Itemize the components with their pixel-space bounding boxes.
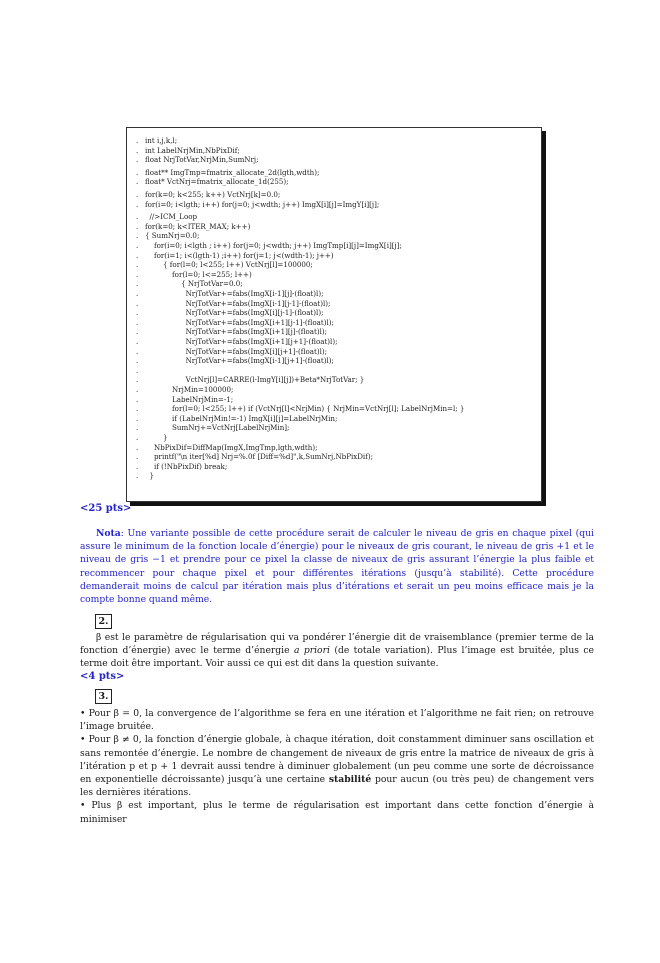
code-line-marker: . bbox=[136, 177, 139, 187]
code-line-text: } bbox=[145, 471, 155, 481]
code-line-text: NrjTotVar+=fabs(ImgX[i+1][j-1]-(float)l); bbox=[145, 317, 334, 327]
code-line-marker: . bbox=[136, 385, 139, 394]
code-line-marker: . bbox=[136, 212, 139, 222]
points-25: <25 pts> bbox=[80, 503, 132, 514]
nota-paragraph bbox=[80, 527, 594, 606]
code-line-marker: . bbox=[136, 279, 139, 289]
q2-text-b: (de totale variation). Plus l’image est bruitée, plus ce terme doit être important. Voir aussi ce qui est dit dans la question suivante. bbox=[80, 645, 594, 670]
code-line-text: VctNrj[l]=CARRE(l-ImgY[i][j])+Beta*NrjTotVar; } bbox=[145, 375, 365, 385]
code-line-text: } bbox=[145, 433, 168, 442]
code-line-marker: . bbox=[136, 375, 139, 385]
code-line-marker: . bbox=[136, 199, 139, 209]
code-line-text: for(i=0; i<lgth; i++) for(j=0; j<wdth; j++) ImgX[i][j]=ImgY[i][j]; bbox=[145, 199, 380, 209]
code-line-marker: . bbox=[136, 337, 139, 346]
code-line-text: for(k=0; k<ITER_MAX; k++) bbox=[145, 221, 251, 231]
code-line-marker: . bbox=[136, 452, 139, 462]
code-line-text: SumNrj+=VctNrj[LabelNrjMin]; bbox=[145, 423, 290, 433]
code-line-marker: . bbox=[136, 167, 139, 177]
code-listing-box bbox=[126, 127, 542, 502]
code-line-marker: . bbox=[136, 241, 139, 250]
code-line-text: NrjTotVar+=fabs(ImgX[i-1][j]-(float)l); bbox=[145, 289, 324, 298]
code-line-text: for(k=0; k<255; k++) VctNrj[k]=0.0; bbox=[145, 190, 281, 199]
code-line-text: { SumNrj=0.0; bbox=[145, 231, 200, 241]
code-line-marker: . bbox=[136, 327, 139, 337]
code-line-text: NrjTotVar+=fabs(ImgX[i+1][j+1]-(float)l); bbox=[145, 337, 338, 346]
code-line-marker: . bbox=[136, 250, 139, 260]
q3-bullet-2 bbox=[80, 733, 594, 799]
code-line-text: printf("\n iter[%d] Nrj=%.0f [Diff=%d]",k,SumNrj,NbPixDif); bbox=[145, 452, 373, 462]
question-3-answer bbox=[80, 707, 594, 826]
code-line-marker: . bbox=[136, 404, 139, 414]
q2-text-a: β est le paramètre de régularisation qui va pondérer l’énergie dit de vraisemblance (premier terme de la fonction d’énergie) avec le terme d’énergie bbox=[80, 632, 594, 657]
q3-bullet-2-bold: stabilité bbox=[328, 774, 372, 786]
code-line-marker: . bbox=[136, 145, 139, 155]
question-2-number: 2. bbox=[95, 614, 112, 629]
code-line-marker: . bbox=[136, 423, 139, 433]
code-line-marker: . bbox=[136, 136, 139, 145]
code-line-text: NbPixDif=DiffMap(ImgX,ImgTmp,lgth,wdth); bbox=[145, 442, 318, 452]
code-line-text: for(i=1; i<(lgth-1) ;i++) for(j=1; j<(wdth-1); j++) bbox=[145, 250, 334, 260]
code-line-text: float** ImgTmp=fmatrix_allocate_2d(lgth,wdth); bbox=[145, 167, 320, 177]
code-line-marker: . bbox=[136, 190, 139, 199]
code-line-text: NrjMin=100000; bbox=[145, 385, 234, 394]
code-line-text: { NrjTotVar=0.0; bbox=[145, 279, 243, 289]
code-line-marker: . bbox=[136, 317, 139, 327]
code-line-text: int i,j,k,l; bbox=[145, 136, 178, 145]
code-line-marker: . bbox=[136, 269, 139, 279]
code-line-marker: . bbox=[136, 394, 139, 404]
code-line-marker: . bbox=[136, 289, 139, 298]
code-line-text: if (!NbPixDif) break; bbox=[145, 461, 228, 471]
code-line-marker: . bbox=[136, 221, 139, 231]
q3-bullet-3: • Plus β est important, plus le terme de régularisation est important dans cette fonction d’énergie à minimiser bbox=[80, 800, 594, 825]
code-line-marker: . bbox=[136, 260, 139, 270]
code-line-text: NrjTotVar+=fabs(ImgX[i-1][j-1]-(float)l); bbox=[145, 298, 331, 308]
question-2-answer bbox=[80, 631, 594, 671]
code-line-text: NrjTotVar+=fabs(ImgX[i][j-1]-(float)l); bbox=[145, 308, 324, 318]
code-line-marker: . bbox=[136, 231, 139, 241]
code-line-marker: . bbox=[136, 442, 139, 452]
code-line-marker: . bbox=[136, 298, 139, 308]
points-4: <4 pts> bbox=[80, 671, 125, 682]
nota-text: : Une variante possible de cette procédure serait de calculer le niveau de gris en chaque pixel (qui assure le minimum de la fonction locale d’énergie) pour le niveaux de gris courant, le niveau de gris +1 et le niveau de gris −1 et prendre pour ce pixel la classe de niveaux de gris assurant l’énergie la plus faible et recommencer pour chaque pixel et pour différentes itérations (jusqu’à stabilité). Cette procédure demanderait moins de calcul par itération mais plus d’itérations et serait un peu moins efficace mais je la compte bonne quand même. bbox=[80, 528, 594, 606]
code-line-text: int LabelNrjMin,NbPixDif; bbox=[145, 145, 240, 155]
q3-bullet-1: • Pour β = 0, la convergence de l’algorithme se fera en une itération et l’algorithme ne fait rien; on retrouve l’image bruitée. bbox=[80, 708, 594, 733]
q3-bullet-2-a: • Pour β ≠ 0, la fonction d’énergie globale, à chaque itération, doit constamment diminuer sans oscillation et sans remontée d’énergie. Le nombre de changement de niveaux de gris entre la matrice de niveaux de gris à l’itération p et p + 1 devrait aussi tendre à diminuer globalement (un peu comme une sorte de décroissance en exponentielle décroissante) jusqu’à une certaine bbox=[80, 734, 594, 786]
code-line-marker: . bbox=[136, 356, 139, 366]
code-line-marker: . bbox=[136, 471, 139, 481]
nota-label: Nota bbox=[96, 528, 121, 539]
code-line-marker: . bbox=[136, 365, 139, 375]
code-line-marker: . bbox=[136, 346, 139, 356]
q3-bullet-2-b: pour aucun (ou très peu) de changement vers les dernières itérations. bbox=[80, 774, 595, 799]
q2-text-italic: a priori bbox=[293, 645, 330, 657]
code-line-marker: . bbox=[136, 461, 139, 471]
code-line-marker: . bbox=[136, 308, 139, 318]
code-line-marker: . bbox=[136, 413, 139, 423]
code-line-text: NrjTotVar+=fabs(ImgX[i-1][j+1]-(float)l); bbox=[145, 356, 334, 366]
code-line-text: for(l=0; l<=255; l++) bbox=[145, 269, 252, 279]
code-line-text: float* VctNrj=fmatrix_allocate_1d(255); bbox=[145, 177, 289, 187]
code-line-text: for(i=0; i<lgth ; i++) for(j=0; j<wdth; j++) ImgTmp[i][j]=ImgX[i][j]; bbox=[145, 241, 402, 250]
code-line-text: float NrjTotVar,NrjMin,SumNrj; bbox=[145, 155, 259, 165]
code-line-text: if (LabelNrjMin!=-1) ImgX[i][j]=LabelNrjMin; bbox=[145, 413, 338, 423]
code-line-text: NrjTotVar+=fabs(ImgX[i][j+1]-(float)l); bbox=[145, 346, 328, 356]
code-line-marker: . bbox=[136, 433, 139, 442]
code-line-marker: . bbox=[136, 155, 139, 165]
question-3-number: 3. bbox=[95, 689, 112, 704]
code-line-text: LabelNrjMin=-1; bbox=[145, 394, 234, 404]
code-line-text: //>ICM_Loop bbox=[145, 212, 198, 222]
code-line-text: { for(l=0; l<255; l++) VctNrj[l]=100000; bbox=[145, 260, 313, 270]
code-line-text: for(l=0; l<255; l++) if (VctNrj[l]<NrjMin) { NrjMin=VctNrj[l]; LabelNrjMin=l; } bbox=[145, 404, 465, 414]
code-line-text: NrjTotVar+=fabs(ImgX[i+1][j]-(float)l); bbox=[145, 327, 328, 337]
